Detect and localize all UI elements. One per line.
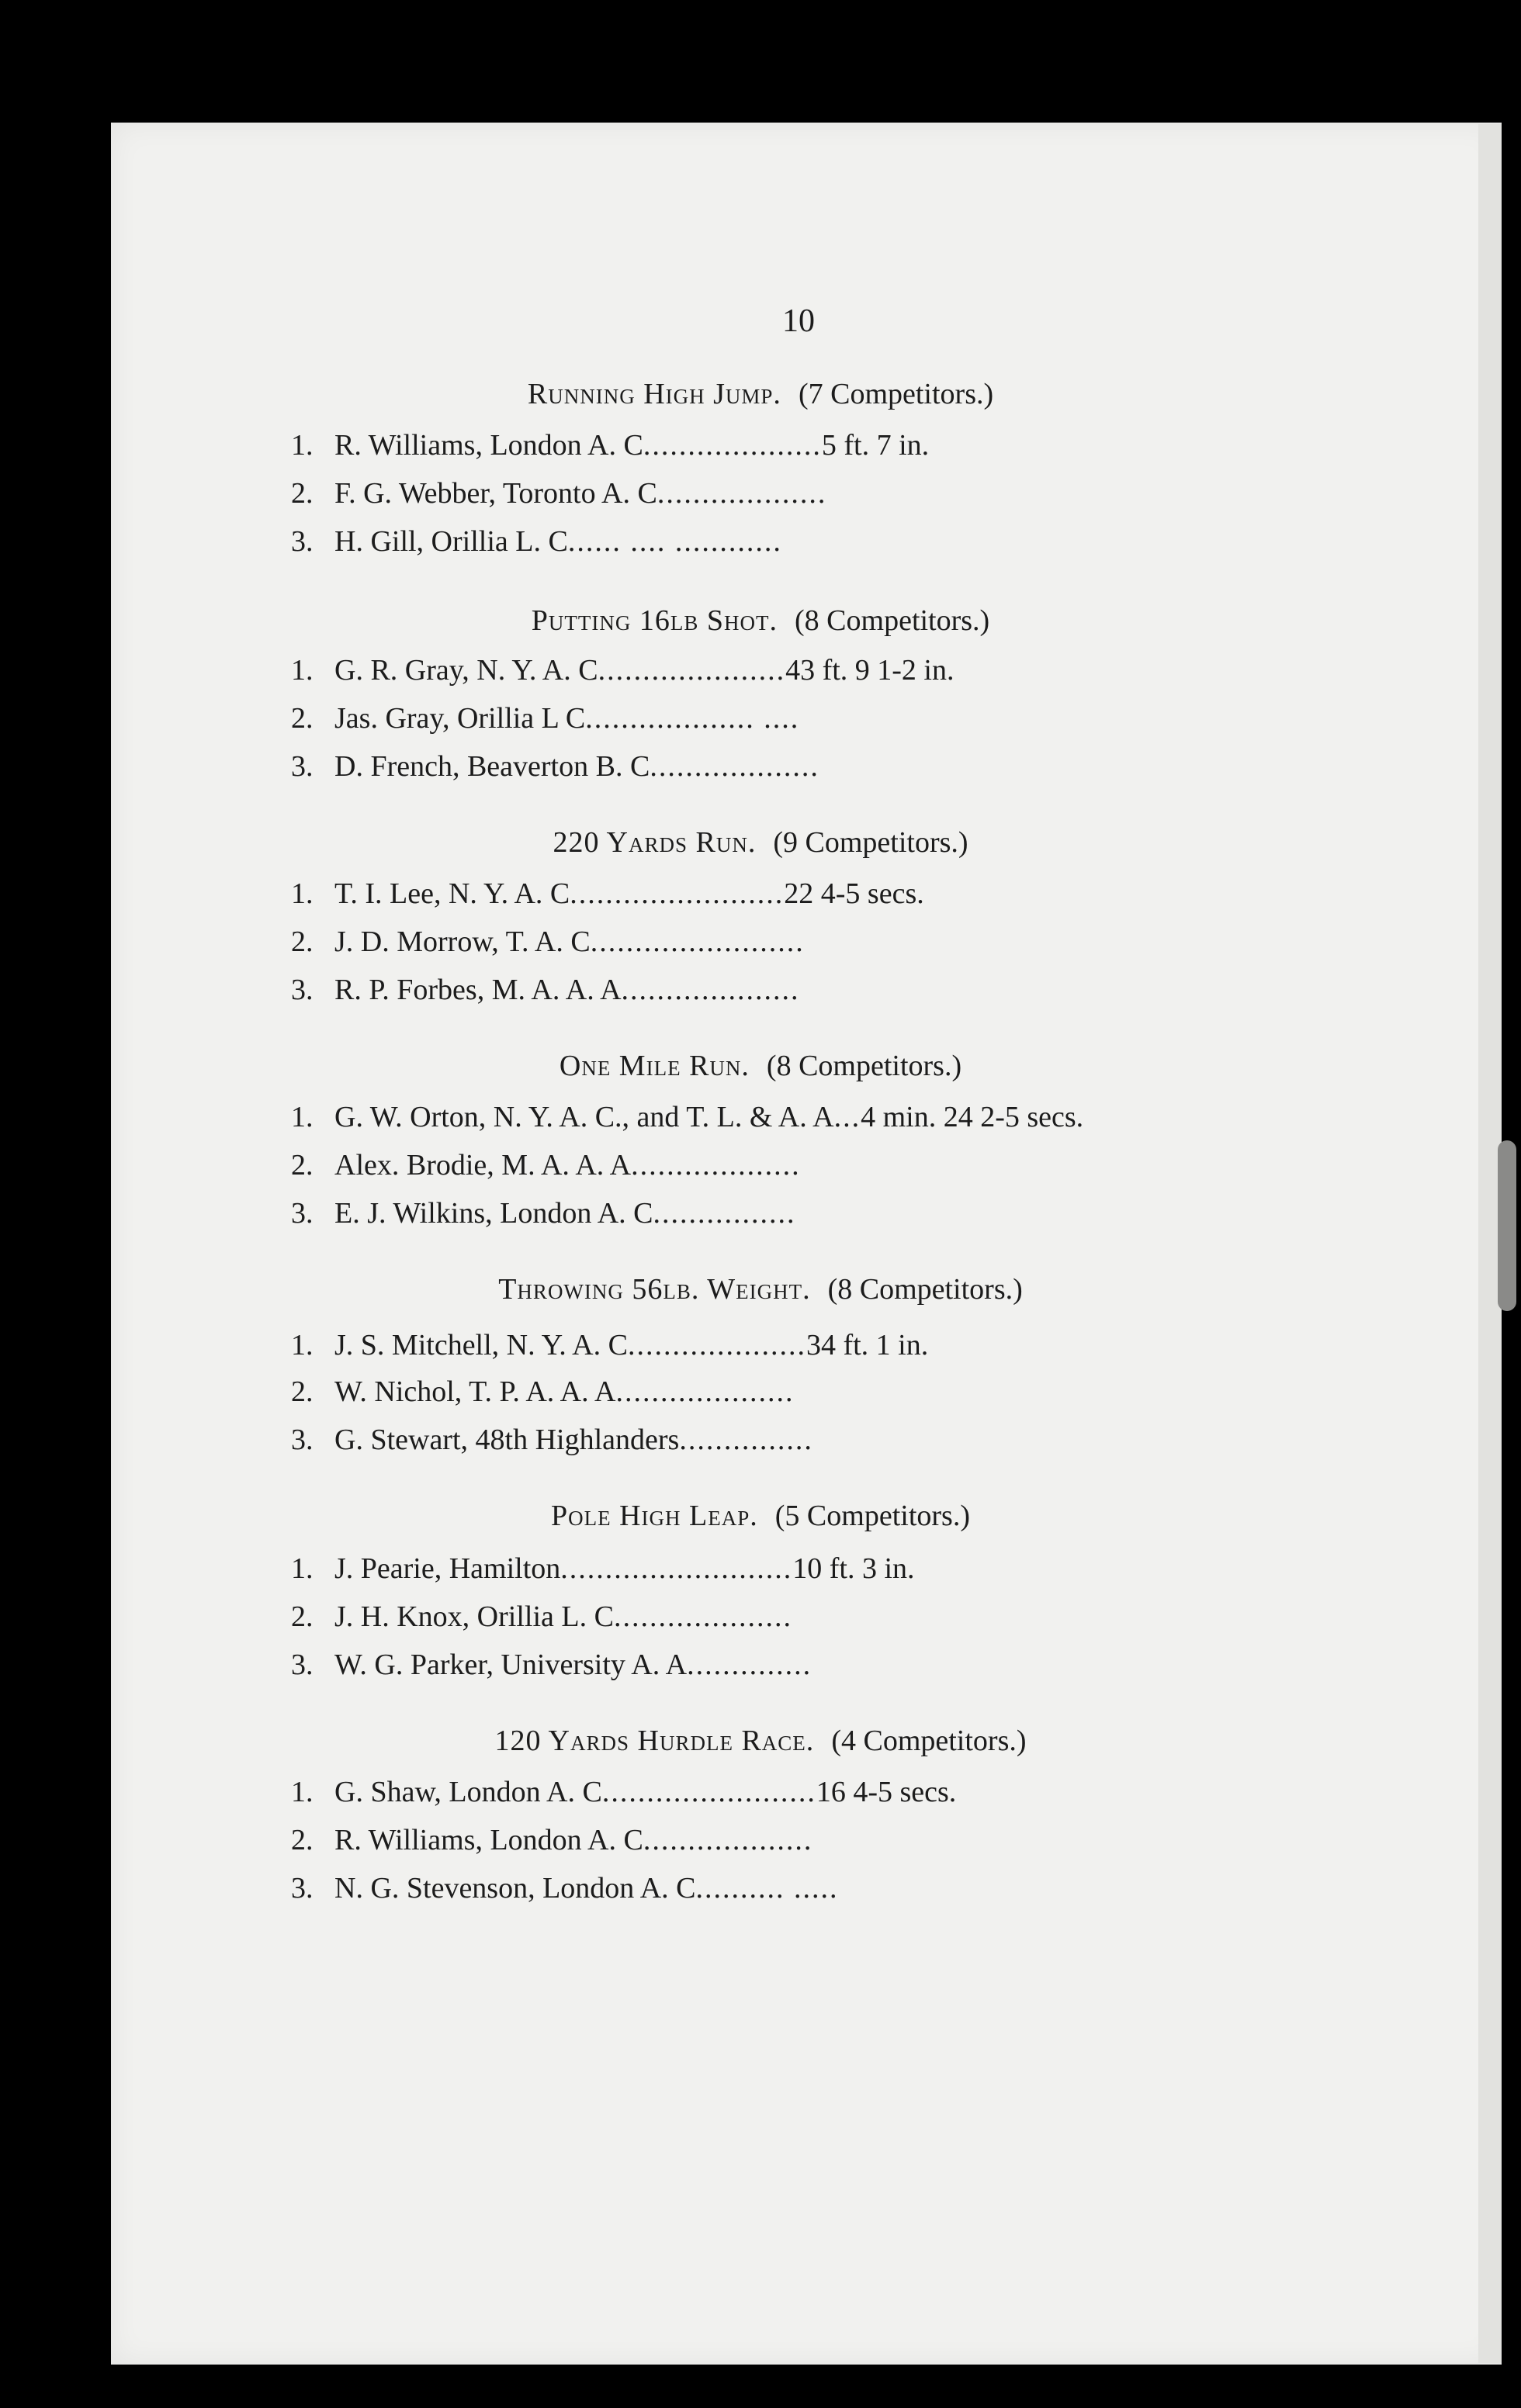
result-leader: ...... .... ............: [567, 525, 782, 558]
result-row: [291, 1648, 812, 1682]
result-name: J. Pearie, Hamilton: [334, 1552, 561, 1585]
result-name: Alex. Brodie, M. A. A. A: [334, 1149, 632, 1182]
result-row: [291, 1823, 812, 1857]
result-place: 2.: [291, 925, 314, 958]
result-row: [291, 1775, 956, 1809]
result-place: 1.: [291, 1776, 314, 1808]
result-place: 3.: [291, 750, 314, 783]
result-place: 2.: [291, 477, 314, 510]
result-row: [291, 1328, 928, 1362]
result-name: G. Shaw, London A. C: [334, 1776, 602, 1808]
result-leader: ...............: [679, 1424, 813, 1456]
result-name: R. Williams, London A. C: [334, 429, 643, 462]
result-leader: ........................: [590, 925, 805, 958]
event-title: 220 Yards Run.: [553, 826, 757, 859]
result-name: J. S. Mitchell, N. Y. A. C: [334, 1329, 628, 1361]
result-leader: ........................: [570, 877, 785, 910]
event-heading: [0, 1724, 1521, 1758]
event-competitors: (9 Competitors.): [773, 826, 968, 859]
result-place: 1.: [291, 429, 314, 462]
result-name: G. Stewart, 48th Highlanders: [334, 1424, 680, 1456]
result-place: 1.: [291, 877, 314, 910]
event-heading: [0, 1049, 1521, 1083]
result-row: [291, 1600, 792, 1634]
result-name: F. G. Webber, Toronto A. C: [334, 477, 657, 510]
event-heading: [0, 377, 1521, 411]
event-heading: [0, 604, 1521, 638]
result-leader: ................... ....: [585, 702, 800, 735]
result-place: 1.: [291, 1101, 314, 1133]
result-value: 5 ft. 7 in.: [821, 429, 930, 462]
result-leader: ...................: [643, 1824, 813, 1856]
event-competitors: (8 Competitors.): [795, 604, 990, 637]
result-leader: .....................: [598, 654, 786, 687]
result-leader: ..........................: [560, 1552, 793, 1585]
event-title: Putting 16lb Shot.: [531, 604, 778, 637]
event-competitors: (7 Competitors.): [798, 378, 994, 410]
result-row: [291, 1871, 839, 1905]
result-leader: ....................: [643, 429, 822, 462]
result-leader: ....................: [615, 1375, 795, 1408]
result-value: 4 min. 24 2-5 secs.: [861, 1101, 1084, 1133]
event-title: Running High Jump.: [527, 378, 781, 410]
result-leader: ........................: [601, 1776, 816, 1808]
result-name: E. J. Wilkins, London A. C: [334, 1197, 653, 1230]
event-heading: [0, 825, 1521, 860]
result-leader: ....................: [627, 1329, 806, 1361]
result-name: J. D. Morrow, T. A. C: [334, 925, 591, 958]
result-name: J. H. Knox, Orillia L. C: [334, 1600, 614, 1633]
result-place: 1.: [291, 1552, 314, 1585]
result-name: D. French, Beaverton B. C: [334, 750, 650, 783]
result-name: Jas. Gray, Orillia L C: [334, 702, 586, 735]
result-value: 22 4-5 secs.: [784, 877, 924, 910]
result-place: 3.: [291, 974, 314, 1006]
event-competitors: (5 Competitors.): [774, 1500, 970, 1532]
result-value: 43 ft. 9 1-2 in.: [785, 654, 955, 687]
result-leader: ....................: [621, 974, 800, 1006]
result-value: 34 ft. 1 in.: [806, 1329, 929, 1361]
result-row: [291, 973, 800, 1007]
event-competitors: (8 Competitors.): [766, 1050, 962, 1082]
result-place: 3.: [291, 525, 314, 558]
result-row: [291, 1375, 794, 1409]
result-row: [291, 653, 955, 687]
result-name: G. R. Gray, N. Y. A. C: [334, 654, 598, 687]
result-row: [291, 428, 929, 462]
result-place: 3.: [291, 1649, 314, 1681]
result-row: [291, 1423, 813, 1457]
event-heading: [0, 1272, 1521, 1306]
result-row: [291, 1148, 801, 1182]
result-place: 1.: [291, 1329, 314, 1361]
result-leader: ................: [653, 1197, 796, 1230]
result-row: [291, 701, 799, 735]
event-heading: [0, 1499, 1521, 1533]
result-place: 2.: [291, 1600, 314, 1633]
result-name: W. Nichol, T. P. A. A. A: [334, 1375, 616, 1408]
result-row: [291, 1196, 796, 1230]
result-row: [291, 1552, 915, 1586]
result-place: 3.: [291, 1872, 314, 1905]
result-place: 1.: [291, 654, 314, 687]
result-value: 10 ft. 3 in.: [792, 1552, 915, 1585]
result-leader: ..............: [687, 1649, 812, 1681]
result-place: 2.: [291, 1375, 314, 1408]
result-place: 2.: [291, 1824, 314, 1856]
result-place: 3.: [291, 1197, 314, 1230]
result-row: [291, 925, 805, 959]
result-leader: ...................: [631, 1149, 801, 1182]
result-name: T. I. Lee, N. Y. A. C: [334, 877, 570, 910]
result-leader: ...................: [650, 750, 819, 783]
event-title: Pole High Leap.: [551, 1500, 758, 1532]
event-title: 120 Yards Hurdle Race.: [494, 1725, 815, 1757]
result-row: [291, 877, 924, 911]
result-place: 3.: [291, 1424, 314, 1456]
result-name: W. G. Parker, University A. A: [334, 1649, 688, 1681]
result-place: 2.: [291, 1149, 314, 1182]
result-row: [291, 476, 826, 510]
event-title: Throwing 56lb. Weight.: [498, 1273, 811, 1306]
result-name: R. P. Forbes, M. A. A. A: [334, 974, 622, 1006]
result-value: 16 4-5 secs.: [816, 1776, 957, 1808]
result-name: R. Williams, London A. C: [334, 1824, 643, 1856]
event-competitors: (8 Competitors.): [827, 1273, 1023, 1306]
result-leader: ...: [833, 1101, 861, 1133]
result-row: [291, 1100, 1083, 1134]
event-title: One Mile Run.: [559, 1050, 750, 1082]
result-place: 2.: [291, 702, 314, 735]
result-leader: .......... .....: [695, 1872, 839, 1905]
result-leader: ...................: [657, 477, 827, 510]
result-name: H. Gill, Orillia L. C: [334, 525, 568, 558]
event-competitors: (4 Competitors.): [831, 1725, 1027, 1757]
result-name: G. W. Orton, N. Y. A. C., and T. L. & A. A: [334, 1101, 834, 1133]
result-leader: ....................: [613, 1600, 792, 1633]
page-number: 10: [782, 303, 815, 339]
result-name: N. G. Stevenson, London A. C: [334, 1872, 696, 1905]
result-row: [291, 524, 782, 559]
result-row: [291, 749, 819, 784]
